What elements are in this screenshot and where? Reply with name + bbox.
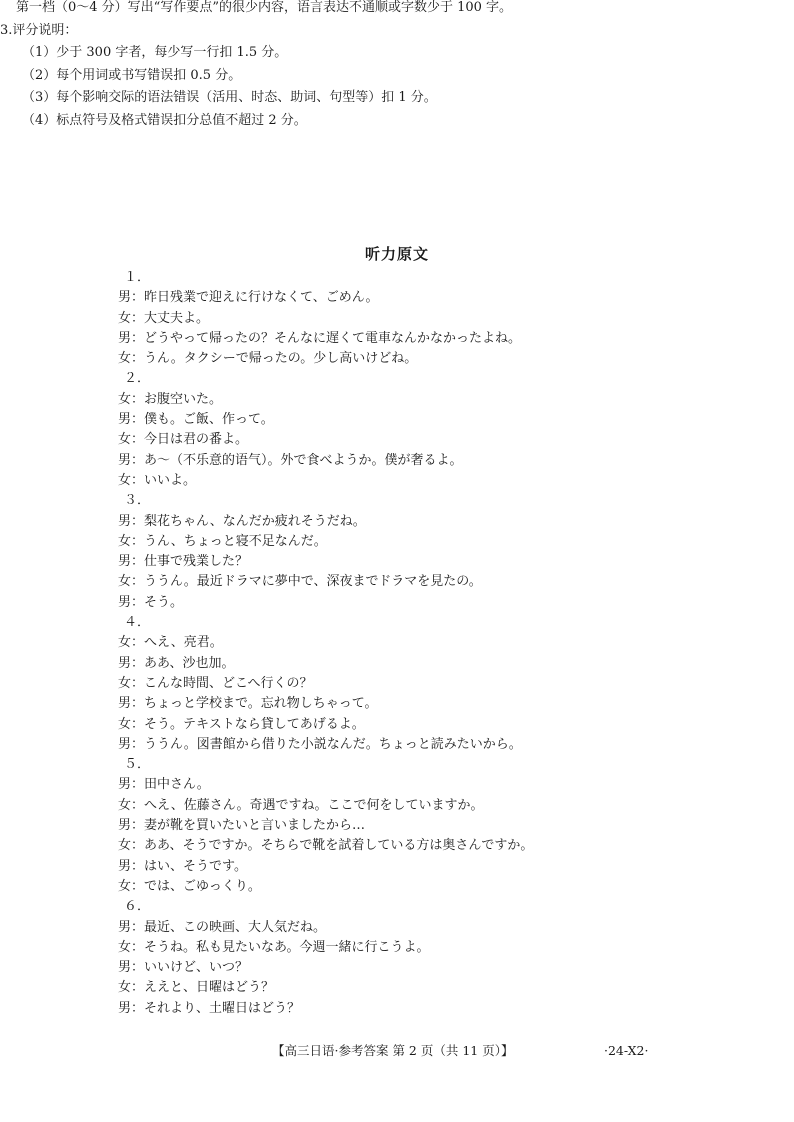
scoring-section <box>0 0 600 129</box>
dialogue-line: 男：昨日残業で迎えに行けなくて、ごめん。 <box>118 290 379 306</box>
scoring-item: （2）每个用词或书写错误扣 0.5 分。 <box>22 67 242 83</box>
scoring-heading: 3.评分说明： <box>0 22 78 38</box>
dialogue-number: ２． <box>124 371 151 387</box>
dialogue-line: 女：うん、ちょっと寝不足なんだ。 <box>118 533 327 549</box>
dialogue-line: 女：ううん。最近ドラマに夢中で、深夜までドラマを見たの。 <box>118 574 482 590</box>
footer-page-info: 【高三日语·参考答案 第 2 页（共 11 页）】 <box>272 1043 514 1058</box>
dialogue-line: 男：ちょっと学校まで。忘れ物しちゃって。 <box>118 696 378 712</box>
dialogue-line: 男：最近、この映画、大人気だね。 <box>118 919 327 935</box>
dialogue-number: ５． <box>124 757 151 773</box>
dialogue-line: 女：今日は君の番よ。 <box>118 432 249 448</box>
dialogue-line: 女：へえ、亮君。 <box>118 635 223 651</box>
dialogue-line: 女：大丈夫よ。 <box>118 310 210 326</box>
dialogue-line: 男：田中さん。 <box>118 777 210 793</box>
section-title: 听力原文 <box>364 245 429 263</box>
dialogue-line: 女：ええと、日曜はどう？ <box>118 980 275 996</box>
dialogue-line: 男：梨花ちゃん、なんだか疲れそうだね。 <box>118 513 366 529</box>
dialogue-line: 男：はい、そうです。 <box>118 858 247 874</box>
dialogue-line: 男：僕も。ご飯、作って。 <box>118 412 274 428</box>
dialogue-line: 女：ああ、そうですか。そちらで靴を試着している方は奥さんですか。 <box>118 838 534 854</box>
dialogue-line: 男：そう。 <box>118 594 184 610</box>
dialogue-line: 女：では、ごゆっくり。 <box>118 878 261 894</box>
dialogue-line: 男：それより、土曜日はどう？ <box>118 1000 301 1016</box>
dialogue-line: 男：ううん。図書館から借りた小説なんだ。ちょっと読みたいから。 <box>118 736 522 752</box>
dialogue-line: 女：へえ、佐藤さん。奇遇ですね。ここで何をしていますか。 <box>118 797 484 813</box>
dialogue-line: 男：あ～（不乐意的语气）。外で食べようか。僕が奢るよ。 <box>118 452 463 468</box>
dialogue-line: 女：こんな時間、どこへ行くの？ <box>118 675 313 691</box>
dialogue-line: 女：お腹空いた。 <box>118 391 223 407</box>
scoring-item: （1）少于 300 字者，每少写一行扣 1.5 分。 <box>22 45 288 60</box>
scoring-item: （4）标点符号及格式错误扣分总值不超过 2 分。 <box>22 112 307 128</box>
footer-code: ·24-X2· <box>604 1043 649 1058</box>
dialogue-line: 男：ああ、沙也加。 <box>118 655 235 671</box>
dialogue-line: 男：妻が靴を買いたいと言いましたから… <box>118 818 366 834</box>
dialogue-line: 女：うん。タクシーで帰ったの。少し高いけどね。 <box>118 351 418 367</box>
dialogue-line: 男：いいけど、いつ？ <box>118 960 249 976</box>
dialogue-number: ４． <box>124 615 151 631</box>
dialogue-number: ６． <box>124 899 151 915</box>
dialogue-line: 男：どうやって帰ったの？そんなに遅くて電車なんかなかったよね。 <box>118 330 522 346</box>
scoring-tier1: 第一档（0～4 分）写出“写作要点”的很少内容，语言表达不通顺或字数少于 100 字。 <box>16 0 513 15</box>
dialogue-number: １． <box>124 270 151 285</box>
dialogue-line: 女：いいよ。 <box>118 472 197 488</box>
dialogue-line: 女：そうね。私も見たいなあ。今週一緒に行こうよ。 <box>118 939 430 955</box>
dialogue-line: 男：仕事で残業した？ <box>118 554 249 570</box>
listening-transcript <box>118 270 718 1021</box>
dialogue-line: 女：そう。テキストなら貸してあげるよ。 <box>118 716 365 732</box>
scoring-item: （3）每个影响交际的语法错误（活用、时态、助词、句型等）扣 1 分。 <box>22 90 437 105</box>
dialogue-number: ３． <box>124 493 151 509</box>
